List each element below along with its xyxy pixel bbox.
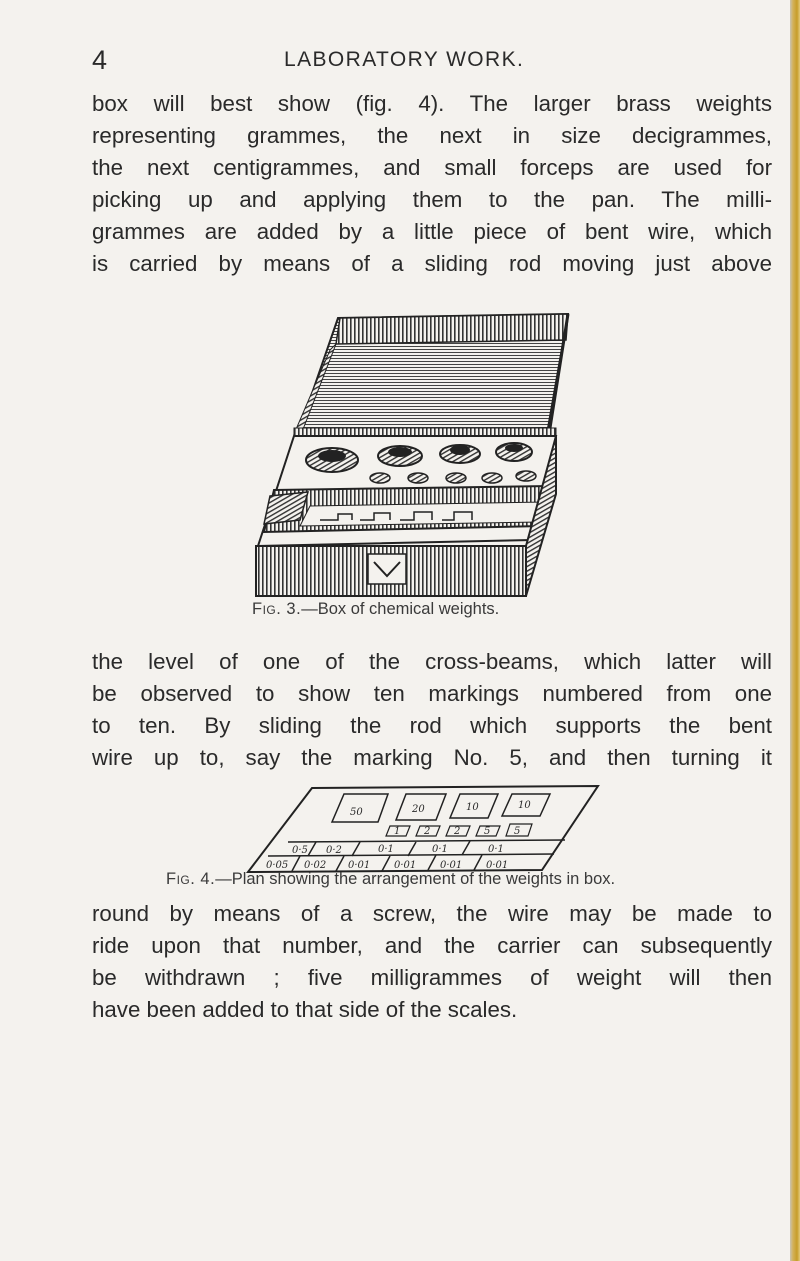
weight-label: 0·02 xyxy=(304,860,327,871)
text-line: box will best show (fig. 4). The larger brass weights xyxy=(92,91,772,116)
weight-label: 2 xyxy=(424,826,431,837)
paragraph-2 xyxy=(92,646,772,774)
running-head: LABORATORY WORK. xyxy=(284,48,525,71)
weight-label: 5 xyxy=(484,826,491,837)
weight-label: 0·1 xyxy=(378,844,394,855)
text-line: is carried by means of a sliding rod moving just above xyxy=(92,251,772,276)
figure-3-weights-box-illustration xyxy=(250,310,570,600)
row-divider-1 xyxy=(288,840,565,842)
weight-label: 10 xyxy=(466,802,479,813)
row-divider-2 xyxy=(268,854,554,856)
weight-label: 10 xyxy=(518,800,531,811)
text-line: wire up to, say the marking No. 5, and then turning it xyxy=(92,745,772,770)
figure-4-caption xyxy=(166,868,615,890)
weight-label: 2 xyxy=(454,826,461,837)
text-line: ride upon that number, and the carrier can subsequently xyxy=(92,933,772,958)
small-row-weights xyxy=(386,824,532,837)
weight-label: 0·01 xyxy=(394,860,417,871)
weight-label: 5 xyxy=(514,826,521,837)
paragraph-1 xyxy=(92,88,772,280)
figure-4-caption-text: —Plan showing the arrangement of the weights in box. xyxy=(215,870,616,888)
weight-label: 0·01 xyxy=(440,860,463,871)
figure-4-label: Fig. 4. xyxy=(166,870,216,888)
keyhole-plate xyxy=(368,554,406,584)
text-line: have been added to that side of the scales. xyxy=(92,997,518,1022)
weight-label: 0·01 xyxy=(348,860,371,871)
weight-label: 50 xyxy=(350,807,363,818)
text-line: grammes are added by a little piece of bent wire, which xyxy=(92,219,772,244)
text-line: be withdrawn ; five milligrammes of weight will then xyxy=(92,965,772,990)
text-line: picking up and applying them to the pan. The milli- xyxy=(92,187,772,212)
text-line: be observed to show ten markings numbered from one xyxy=(92,681,772,706)
page-edge-strip xyxy=(790,0,800,1261)
text-line: round by means of a screw, the wire may be made to xyxy=(92,901,772,926)
figure-3-caption-text: —Box of chemical weights. xyxy=(301,600,500,618)
weights-plan-drawing xyxy=(240,780,600,880)
page-header xyxy=(92,44,762,76)
hinge-band xyxy=(294,428,556,436)
weight-label: 0·1 xyxy=(432,844,448,855)
weight-label: 0·01 xyxy=(486,860,509,871)
figure-3-caption xyxy=(252,598,499,620)
weight-label: 0·1 xyxy=(488,844,504,855)
text-line: to ten. By sliding the rod which supports the bent xyxy=(92,713,772,738)
weight-label: 0·05 xyxy=(266,860,289,871)
fraction-tray xyxy=(300,502,546,526)
weight-label: 1 xyxy=(394,826,401,837)
weights-box-engraving xyxy=(250,310,570,600)
top-row-weights xyxy=(332,794,550,822)
weight-label: 0·5 xyxy=(292,845,308,856)
text-line: representing grammes, the next in size decigrammes, xyxy=(92,123,772,148)
weight-label: 20 xyxy=(412,804,425,815)
text-line: the next centigrammes, and small forceps are used for xyxy=(92,155,772,180)
page-number: 4 xyxy=(92,45,108,75)
text-line: the level of one of the cross-beams, which latter will xyxy=(92,649,772,674)
figure-4-weights-plan-illustration xyxy=(240,780,600,880)
lid-rim xyxy=(336,314,568,344)
figure-3-label: Fig. 3. xyxy=(252,600,302,618)
paragraph-3 xyxy=(92,898,772,1026)
plan-outline xyxy=(248,786,598,872)
decigram-row-weights xyxy=(292,841,504,856)
weight-label: 0·2 xyxy=(326,845,342,856)
